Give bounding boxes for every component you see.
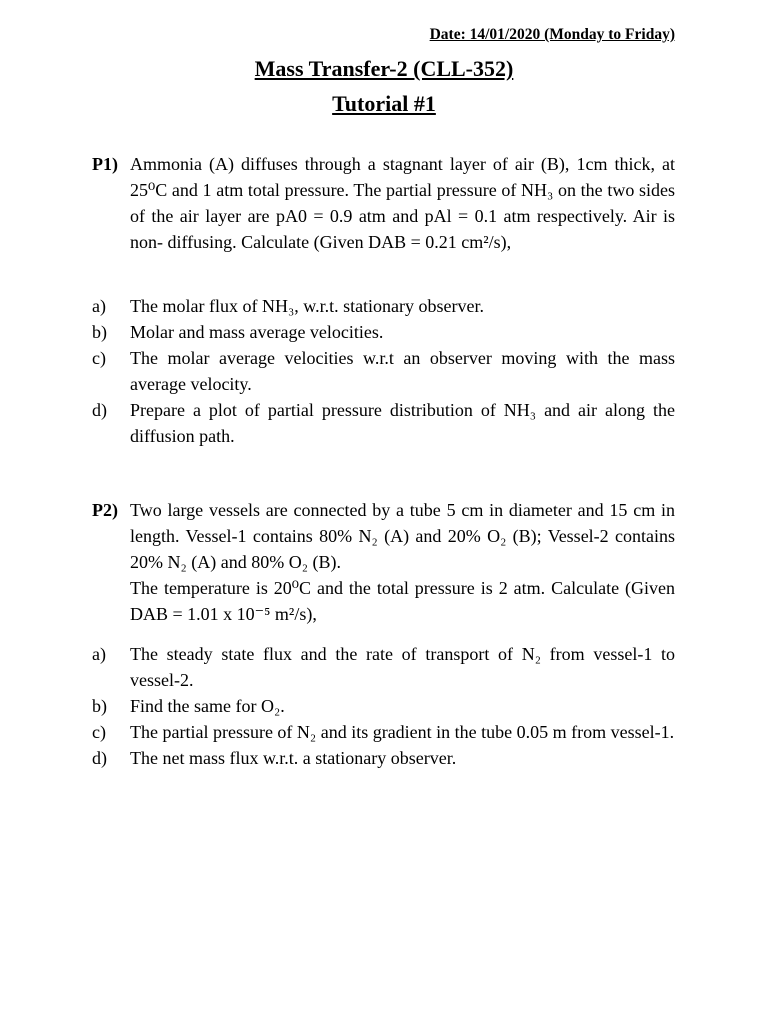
item-marker: a)	[92, 644, 106, 664]
problem-2-statement-part-2: The temperature is 20⁰C and the total pressure is 2 atm. Calculate (Given DAB = 1.01 x 10⁻⁵ m²/s),	[130, 578, 675, 624]
list-item	[92, 693, 675, 719]
tutorial-title: Tutorial #1	[332, 91, 436, 116]
item-text: Molar and mass average velocities.	[130, 322, 384, 342]
item-marker: c)	[92, 722, 106, 742]
problem-1	[92, 151, 675, 255]
problem-2-label: P2)	[92, 500, 118, 520]
problem-1-parts	[92, 293, 675, 449]
item-marker: b)	[92, 696, 107, 716]
course-title: Mass Transfer-2 (CLL-352)	[254, 56, 514, 81]
item-marker: b)	[92, 322, 107, 342]
item-text: The molar average velocities w.r.t an observer moving with the mass average velocity.	[130, 348, 675, 394]
list-item	[92, 293, 675, 319]
problem-2-statement-part-1: Two large vessels are connected by a tube 5 cm in diameter and 15 cm in length. Vessel-1 contains 80% N₂ (A) and 20% O₂ (B); Vessel-2 contains 20% N₂ (A) and 80% O₂ (B).	[130, 500, 675, 572]
list-item	[92, 397, 675, 449]
list-item	[92, 745, 675, 771]
item-text: The molar flux of NH₃, w.r.t. stationary observer.	[130, 296, 485, 316]
problem-2-statement	[130, 497, 675, 627]
list-item	[92, 641, 675, 693]
date-line: Date: 14/01/2020 (Monday to Friday)	[429, 26, 675, 43]
problem-2-parts	[92, 641, 675, 771]
problem-2	[92, 497, 675, 627]
item-text: The partial pressure of N₂ and its gradient in the tube 0.05 m from vessel-1.	[130, 722, 675, 742]
list-item	[92, 319, 675, 345]
item-marker: d)	[92, 748, 107, 768]
list-item	[92, 345, 675, 397]
item-text: Prepare a plot of partial pressure distribution of NH₃ and air along the diffusion path.	[130, 400, 675, 446]
item-text: Find the same for O₂.	[130, 696, 285, 716]
problem-1-statement: Ammonia (A) diffuses through a stagnant layer of air (B), 1cm thick, at 25⁰C and 1 atm total pressure. The partial pressure of NH₃ on the two sides of the air layer are pA0 = 0.9 atm and pAl = 0.1 atm respectively. Air is non- diffusing. Calculate (Given DAB = 0.21 cm²/s),	[130, 154, 675, 252]
item-marker: a)	[92, 296, 106, 316]
item-marker: d)	[92, 400, 107, 420]
list-item	[92, 719, 675, 745]
problem-1-label: P1)	[92, 154, 118, 174]
item-text: The steady state flux and the rate of transport of N₂ from vessel-1 to vessel-2.	[130, 644, 675, 690]
item-marker: c)	[92, 348, 106, 368]
item-text: The net mass flux w.r.t. a stationary observer.	[130, 748, 457, 768]
